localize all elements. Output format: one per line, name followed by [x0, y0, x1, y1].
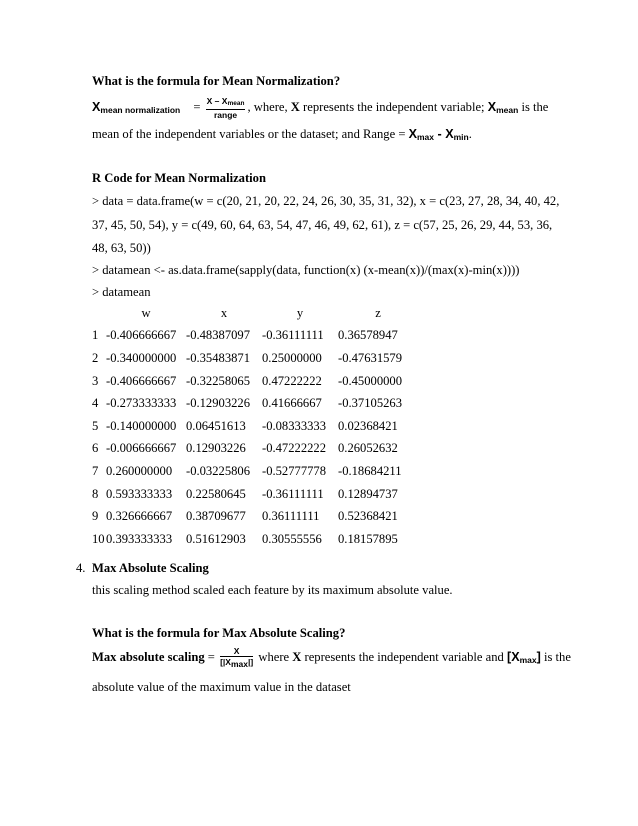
column-header: x: [220, 305, 228, 320]
table-header-row: [92, 302, 418, 325]
column-header: y: [296, 305, 304, 320]
max-absolute-fraction: $\frac{X}{[|X_{max}|]}$: [220, 646, 254, 670]
r-code-line-4: > datamean <- as.data.frame(sapply(data, function(x) (x-mean(x))/(max(x)-min(x)))): [92, 263, 520, 277]
table-cell-w: -0.406666667: [106, 328, 177, 343]
table-cell-idx: 4: [92, 396, 99, 411]
table-cell-idx: 1: [92, 328, 99, 343]
table-cell-w: -0.340000000: [106, 350, 177, 365]
x-variable: X: [292, 650, 302, 664]
r-code-line-1: > data = data.frame(w = c(20, 21, 20, 22, 24, 26, 30, 35, 31, 32), x = c(23, 27, 28, 34, 40, 42,: [92, 194, 560, 208]
table-cell-y: 0.41666667: [262, 396, 322, 411]
table-cell-idx: 3: [92, 373, 99, 388]
table-cell-z: -0.37105263: [338, 396, 403, 411]
table-cell-y: 0.30555556: [262, 531, 322, 546]
formula-lhs: Max absolute scaling: [92, 650, 205, 664]
list-number: 4.: [76, 561, 86, 575]
table-cell-w: -0.406666667: [106, 373, 177, 388]
table-row: [92, 415, 418, 438]
mean-normalization-range-line: mean of the independent variables or the dataset; and Range = $X_{max} - X_{min}$.: [92, 127, 472, 142]
table-row: [92, 392, 418, 415]
table-cell-y: 0.47222222: [262, 373, 322, 388]
table-cell-idx: 2: [92, 350, 99, 365]
table-cell-y: -0.36111111: [262, 486, 324, 501]
table-cell-idx: 10: [92, 531, 105, 546]
table-cell-x: 0.51612903: [186, 531, 246, 546]
x-max-symbol: $[X_{max}]$: [507, 650, 541, 665]
table-cell-x: -0.35483871: [186, 350, 251, 365]
table-cell-x: -0.48387097: [186, 328, 251, 343]
table-cell-z: 0.12894737: [338, 486, 398, 501]
mean-normalization-fraction: $\frac{X - X_{mean}}{\text{range}}$: [206, 95, 245, 120]
mean-normalization-formula-heading: What is the formula for Mean Normalization?: [92, 74, 341, 88]
table-cell-y: -0.47222222: [262, 441, 327, 456]
table-row: [92, 438, 418, 461]
table-cell-x: -0.03225806: [186, 463, 251, 478]
table-cell-w: 0.393333333: [106, 531, 173, 546]
x-variable: X: [290, 100, 300, 114]
table-row: [92, 347, 418, 370]
mean-normalization-formula-line: $X_{mean normalization}$ = $\frac{X - X_{mean}}{\text{range}}$ , where, X represents the independent variable; $X_{mean}$ is the: [92, 95, 549, 120]
table-cell-z: -0.47631579: [338, 350, 403, 365]
r-code-line-5: > datamean: [92, 285, 151, 299]
table-cell-z: 0.02368421: [338, 418, 398, 433]
table-cell-idx: 7: [92, 463, 99, 478]
table-cell-z: 0.26052632: [338, 441, 398, 456]
column-header: z: [375, 305, 381, 320]
table-cell-y: 0.25000000: [262, 350, 322, 365]
table-cell-idx: 5: [92, 418, 99, 433]
table-cell-x: -0.32258065: [186, 373, 251, 388]
r-code-line-2: 37, 45, 50, 54), y = c(49, 60, 64, 63, 54, 47, 46, 49, 62, 61), z = c(57, 25, 26, 29, 44, 53, 36,: [92, 218, 553, 232]
table-cell-x: 0.06451613: [186, 418, 246, 433]
equals-sign: =: [193, 100, 201, 114]
table-cell-z: 0.36578947: [338, 328, 398, 343]
table-row: [92, 483, 418, 506]
table-cell-w: -0.006666667: [106, 441, 177, 456]
table-cell-y: -0.52777778: [262, 463, 327, 478]
table-row: [92, 370, 418, 393]
max-absolute-scaling-description: this scaling method scaled each feature by its maximum absolute value.: [92, 583, 453, 597]
max-absolute-formula-line: Max absolute scaling = $\frac{X}{[|X_{max}|]}$ where X represents the independent variable and $[X_{max}]$ is the: [92, 646, 571, 670]
column-header: w: [141, 305, 151, 320]
table-row: [92, 505, 418, 528]
table-cell-x: 0.12903226: [186, 441, 246, 456]
table-row: [92, 528, 418, 551]
table-cell-w: 0.326666667: [106, 509, 173, 524]
r-code-heading: R Code for Mean Normalization: [92, 171, 266, 185]
x-mean-symbol: $X_{mean}$: [487, 100, 519, 115]
max-absolute-formula-heading: What is the formula for Max Absolute Scaling?: [92, 626, 346, 640]
table-cell-x: 0.38709677: [186, 509, 246, 524]
table-cell-idx: 8: [92, 486, 99, 501]
max-absolute-scaling-title: Max Absolute Scaling: [92, 561, 209, 575]
table-cell-y: -0.36111111: [262, 328, 324, 343]
table-cell-w: -0.273333333: [106, 396, 177, 411]
max-absolute-description-line-2: absolute value of the maximum value in the dataset: [92, 680, 351, 694]
table-cell-idx: 9: [92, 509, 99, 524]
table-cell-w: 0.260000000: [106, 463, 173, 478]
table-cell-z: 0.18157895: [338, 531, 398, 546]
table-cell-x: -0.12903226: [186, 396, 251, 411]
table-cell-z: 0.52368421: [338, 509, 398, 524]
table-cell-y: 0.36111111: [262, 509, 320, 524]
table-cell-w: 0.593333333: [106, 486, 173, 501]
table-row: [92, 460, 418, 483]
table-cell-z: -0.45000000: [338, 373, 403, 388]
datamean-output-table: [92, 302, 418, 551]
table-cell-z: -0.18684211: [338, 463, 402, 478]
table-cell-idx: 6: [92, 441, 99, 456]
formula-lhs: $X_{mean normalization}$: [92, 100, 181, 115]
table-cell-w: -0.140000000: [106, 418, 177, 433]
table-row: [92, 325, 418, 348]
table-cell-y: -0.08333333: [262, 418, 327, 433]
r-code-line-3: 48, 63, 50)): [92, 241, 151, 255]
table-cell-x: 0.22580645: [186, 486, 246, 501]
